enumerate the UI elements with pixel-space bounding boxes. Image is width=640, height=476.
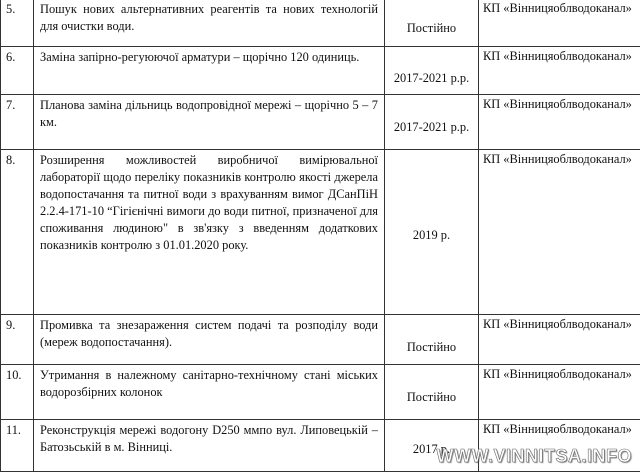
row-number: 7. <box>1 95 34 150</box>
measure-description: Утримання в належному санітарно-технічному стані міських водорозбірних колонок <box>34 365 385 420</box>
row-number: 5. <box>1 0 34 47</box>
measure-description: Пошук нових альтернативних реагентів та нових технологій для очистки води. <box>34 0 385 47</box>
responsible-organization: КП «Вінницяоблводоканал» <box>479 420 640 472</box>
term-cell <box>385 95 479 150</box>
table-row <box>1 95 640 150</box>
row-number: 8. <box>1 150 34 315</box>
measure-description: Розширення можливостей виробничої вимірювальної лабораторії щодо переліку показників контролю якості джерела водопостачання та питної води з врахуванням вимог ДСанПіН 2.2.4-171-10 “Гігієнічні вимоги до води питної, призначеної для споживання людиною" в зв'язку з введенням додаткових показників контролю з 01.01.2020 року. <box>34 150 385 315</box>
site-watermark: WWW.VINNITSA.INFO <box>436 446 632 466</box>
responsible-organization: КП «Вінницяоблводоканал» <box>479 365 640 420</box>
term-cell <box>385 315 479 365</box>
responsible-organization: КП «Вінницяоблводоканал» <box>479 0 640 47</box>
row-number: 9. <box>1 315 34 365</box>
measure-description: Планова заміна дільниць водопровідної мережі – щорічно 5 – 7 км. <box>34 95 385 150</box>
term-value: 2017 р. <box>412 442 451 456</box>
table-row <box>1 0 640 47</box>
row-number: 11. <box>1 420 34 472</box>
measure-description: Реконструкція мережі водогону D250 ммпо вул. Липовецькій – Батозьській в м. Вінниці. <box>34 420 385 472</box>
row-number: 6. <box>1 47 34 95</box>
term-value: 2017-2021 р.р. <box>393 120 470 134</box>
table-row <box>1 47 640 95</box>
table-row <box>1 150 640 315</box>
responsible-organization: КП «Вінницяоблводоканал» <box>479 95 640 150</box>
responsible-organization: КП «Вінницяоблводоканал» <box>479 315 640 365</box>
responsible-organization: КП «Вінницяоблводоканал» <box>479 47 640 95</box>
responsible-organization: КП «Вінницяоблводоканал» <box>479 150 640 315</box>
term-value: Постійно <box>406 340 457 354</box>
term-value: Постійно <box>406 390 457 404</box>
term-cell <box>385 365 479 420</box>
measure-description: Промивка та знезараження систем подачі та розподілу води (мереж водопостачання). <box>34 315 385 365</box>
measure-description: Заміна запірно-регуюючої арматури – щорічно 120 одиниць. <box>34 47 385 95</box>
term-cell <box>385 47 479 95</box>
row-number: 10. <box>1 365 34 420</box>
term-value: 2019 р. <box>412 228 451 242</box>
table-row <box>1 315 640 365</box>
term-value: 2017-2021 р.р. <box>393 71 470 85</box>
term-cell <box>385 150 479 315</box>
table-row <box>1 365 640 420</box>
term-cell <box>385 0 479 47</box>
term-value: Постійно <box>406 21 457 35</box>
